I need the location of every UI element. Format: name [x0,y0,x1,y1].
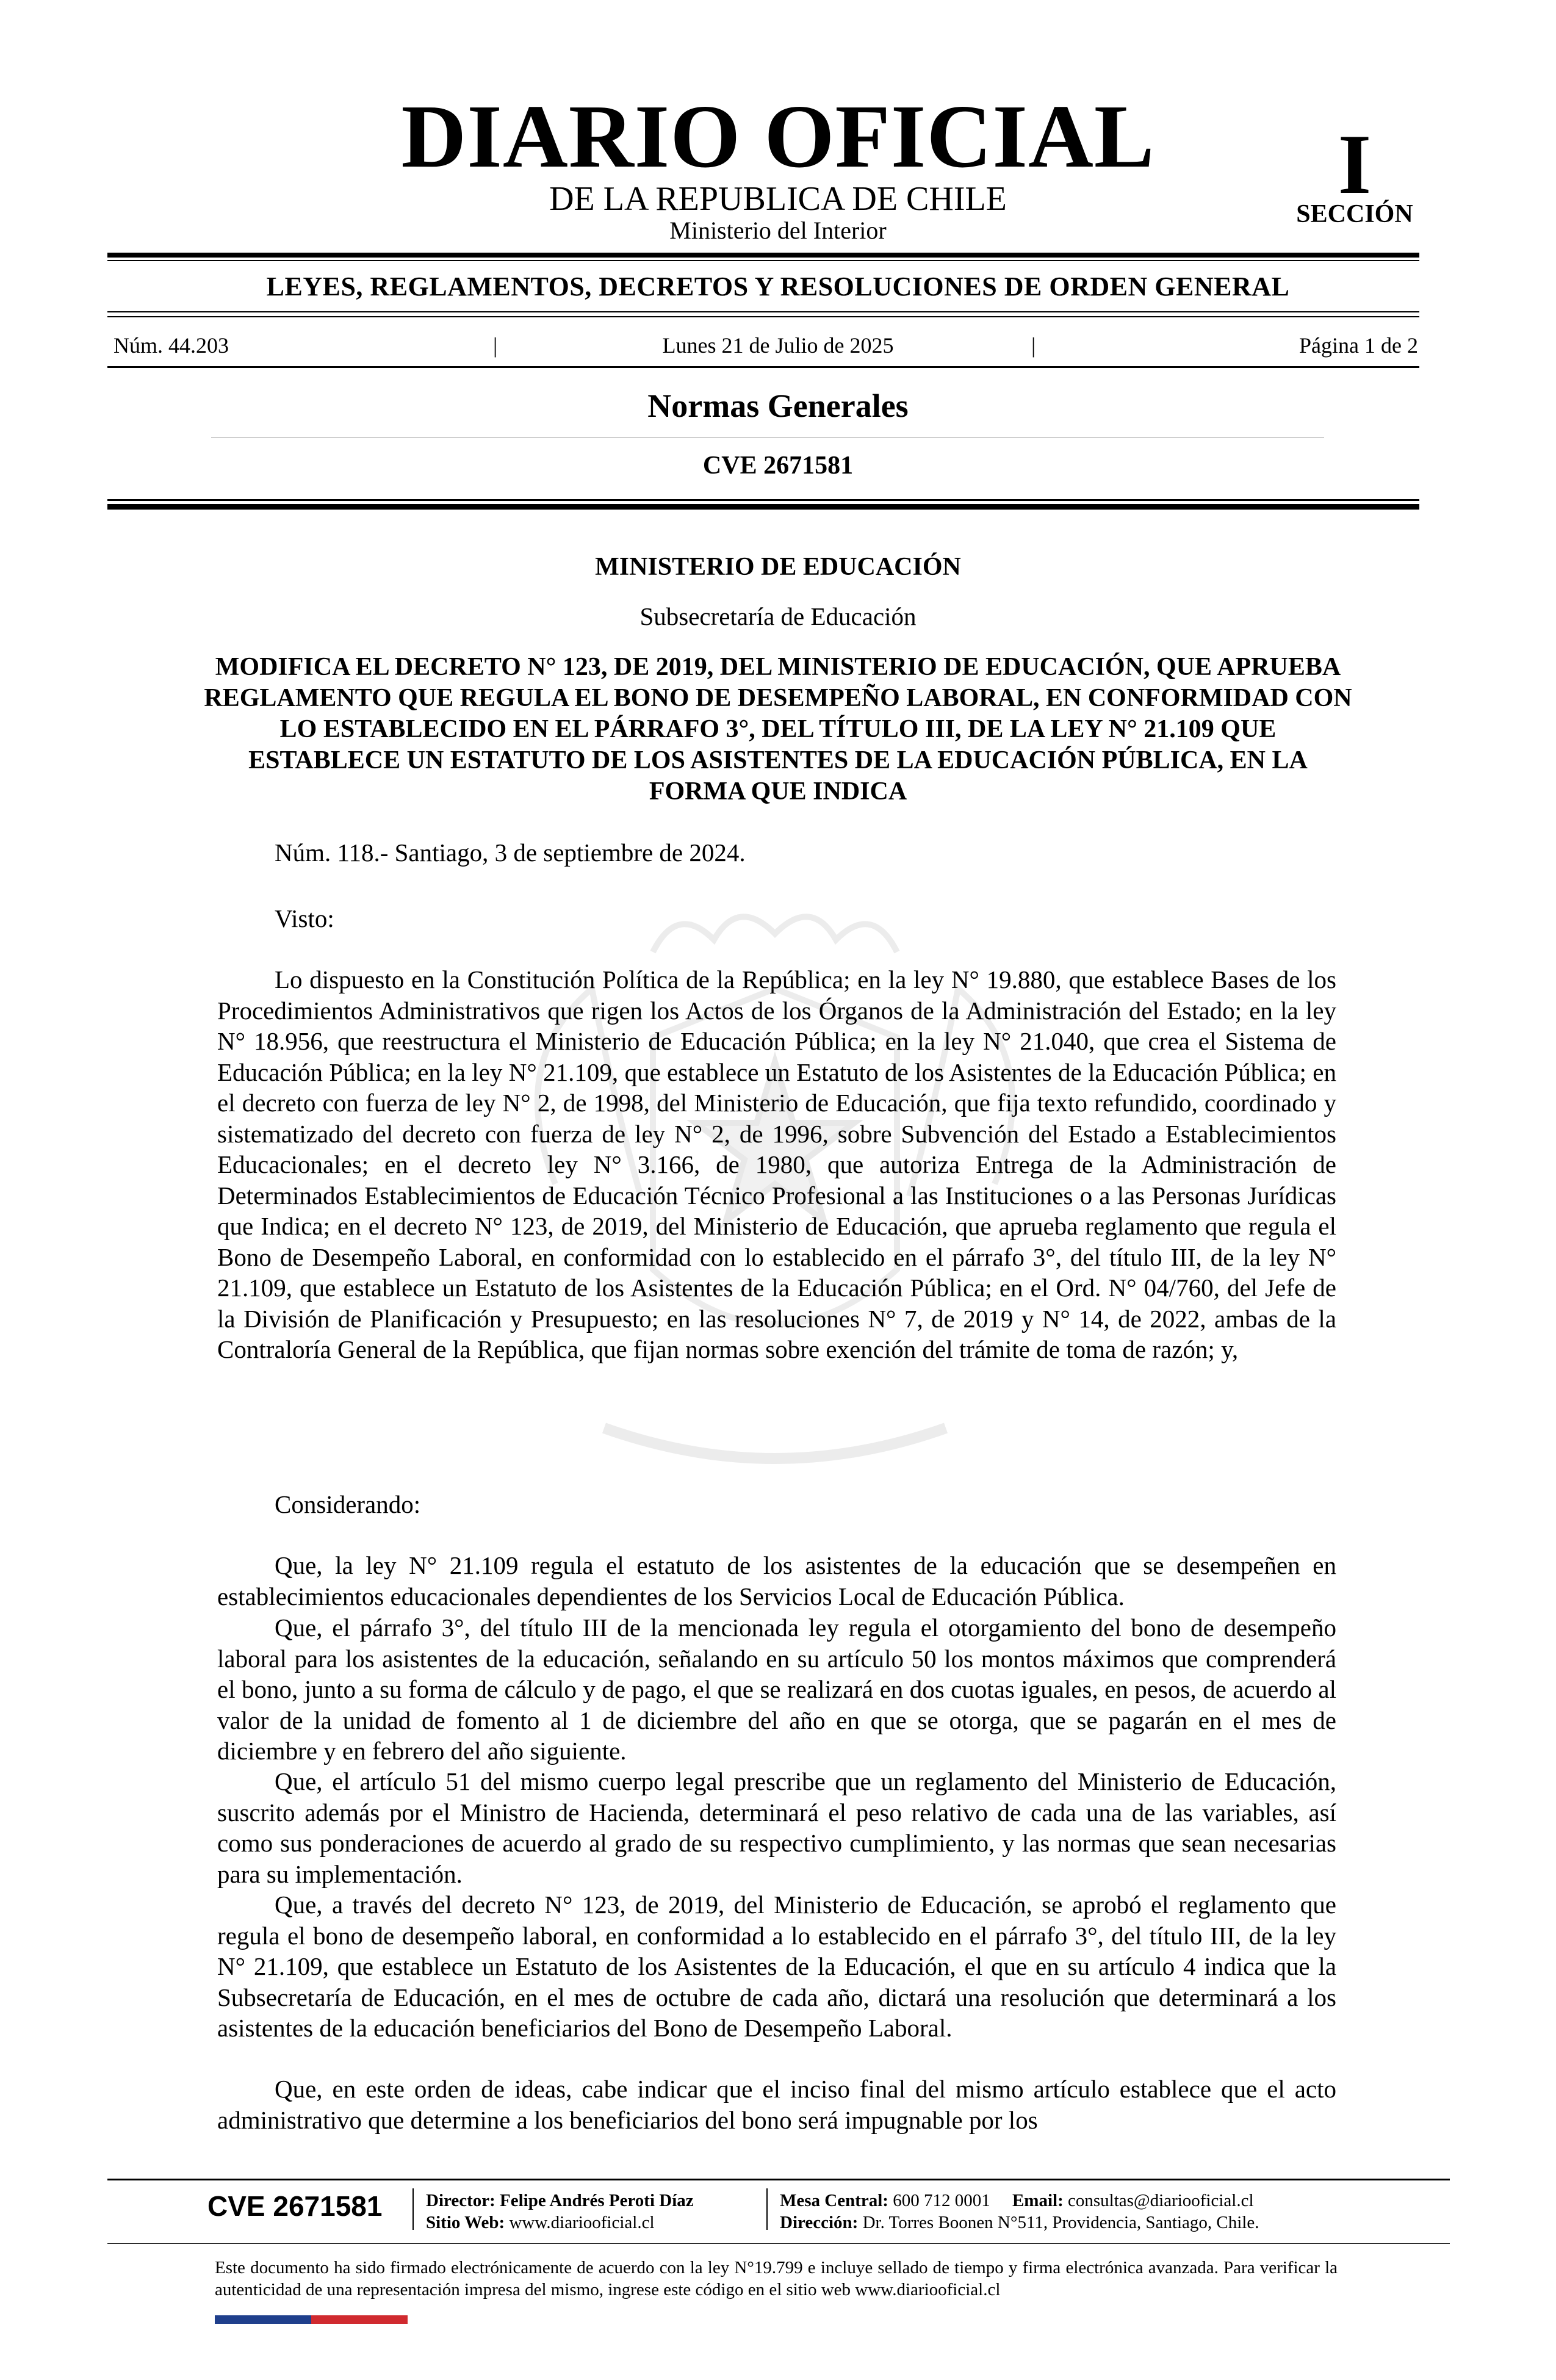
section-heading: Normas Generales [647,388,909,424]
issue-date: Lunes 21 de Julio de 2025 [662,333,894,358]
considerando-paragraph: Que, en este orden de ideas, cabe indicar que el inciso final del mismo artículo establece que el acto administrativo que determine a los beneficiarios del bono será impugnable por los [217,2075,1336,2134]
issue-separator: | [1031,333,1036,358]
footer-website [426,2212,655,2234]
website-link[interactable]: www.diariooficial.cl [509,2213,655,2232]
flag-red-segment [311,2315,408,2324]
footer-cve: CVE 2671581 [207,2190,383,2222]
director-value: Felipe Andrés Peroti Díaz [500,2191,694,2210]
issue-number: Núm. 44.203 [113,333,229,358]
issue-rule [107,366,1419,368]
footer-address [780,2212,1259,2234]
email-label: Email: [1012,2191,1064,2210]
director-label: Director: [426,2191,495,2210]
mesa-central-value: 600 712 0001 [893,2191,990,2210]
decree-number-line: Núm. 118.- Santiago, 3 de septiembre de 2024. [275,838,746,867]
considerando-paragraph: Que, el artículo 51 del mismo cuerpo legal prescribe que un reglamento del Ministerio de Educación, suscrito además por el Ministro de Hacienda, determinará el peso relativo de cada una de las variables, así como sus ponderaciones de acuerdo al grado de su respectivo cumplimiento, y las normas que sean necesarias para su implementación. [217,1767,1336,1888]
masthead-title: DIARIO OFICIAL [401,87,1155,187]
email-link[interactable]: consultas@diariooficial.cl [1068,2191,1254,2210]
mesa-central-label: Mesa Central: [780,2191,888,2210]
section-numeral: I [1338,117,1372,212]
considerando-paragraph: Que, a través del decreto N° 123, de 2019, del Ministerio de Educación, se aprobó el reglamento que regula el bono de desempeño laboral, en conformidad a lo establecido en el párrafo 3°, del título III, de la ley N° 21.109, que establece un Estatuto de los Asistentes de la Educación, el que en su artículo 4 indica que la Subsecretaría de Educación, en el mes de octubre de cada año, dictará una resolución que determinará a los asistentes de la educación beneficiarios del Bono de Desempeño Laboral. [217,1891,1336,2042]
footer-rule-thin [107,2243,1450,2244]
section-label: SECCIÓN [1296,200,1413,228]
considerando-label: Considerando: [275,1490,421,1518]
masthead-ministry: Ministerio del Interior [669,217,887,244]
website-label: Sitio Web: [426,2213,505,2232]
section-heading-rule [211,437,1324,438]
cve-rule [107,499,1419,501]
issue-separator: | [493,333,498,358]
masthead-subtitle: DE LA REPUBLICA DE CHILE [549,180,1007,218]
considerando-paragraph: Que, el párrafo 3°, del título III de la mencionada ley regula el otorgamiento del bono de desempeño laboral para los asistentes de la educación, señalando en su artículo 50 los montos máximos que comprenderá el bono, junto a su forma de cálculo y de pago, el que se realizará en dos cuotas iguales, en pesos, de acuerdo al valor de la unidad de fomento al 1 de diciembre del año en que se otorga, que se pagarán en el mes de diciembre y en febrero del año siguiente. [217,1614,1336,1765]
direccion-label: Dirección: [780,2213,859,2232]
cve-heading: CVE 2671581 [702,452,854,480]
decree-title: MODIFICA EL DECRETO N° 123, DE 2019, DEL MINISTERIO DE EDUCACIÓN, QUE APRUEBA REGLAMENTO QUE REGULA EL BONO DE DESEMPEÑO LABORAL, EN CONFORMIDAD CON LO ESTABLECIDO EN EL PÁRRAFO 3°, DEL TÍTULO III, DE LA LEY N° 21.109 QUE ESTABLECE UN ESTATUTO DE LOS ASISTENTES DE LA EDUCACIÓN PÚBLICA, EN LA FORMA QUE INDICA [204,653,1352,806]
subsecretaria-heading: Subsecretaría de Educación [639,602,917,630]
visto-paragraph: Lo dispuesto en la Constitución Política de la República; en la ley N° 19.880, que establece Bases de los Procedimientos Administrativos que rigen los Actos de los Órganos de la Administración del Estado; en la ley N° 18.956, que reestructura el Ministerio de Educación Pública; en la ley N° 21.040, que crea el Sistema de Educación Pública; en la ley N° 21.109, que establece un Estatuto de los Asistentes de la Educación Pública; en el decreto con fuerza de ley N° 2, de 1998, del Ministerio de Educación, que fija texto refundido, coordinado y sistematizado del decreto con fuerza de ley N° 2, de 1996, sobre Subvención del Estado a Establecimientos Educacionales; en el decreto ley N° 3.166, de 1980, que autoriza Entrega de la Administración de Determinados Establecimientos de Educación Técnico Profesional a las Instituciones o a las Personas Jurídicas que Indica; en el decreto N° 123, de 2019, del Ministerio de Educación, que aprueba reglamento que regula el Bono de Desempeño Laboral, en conformidad con lo establecido en el párrafo 3°, del título III, de la ley N° 21.109, que establece un Estatuto de los Asistentes de la Educación Pública; en el Ord. N° 04/760, del Jefe de la División de Planificación y Presupuesto; en las resoluciones N° 7, de 2019 y N° 14, de 2022, ambas de la Contraloría General de la República, que fijan normas sobre exención del trámite de toma de razón; y, [217,965,1336,1363]
footer-contact [780,2190,1254,2212]
masthead-rule-thin [107,260,1419,261]
footer-rule [107,2179,1450,2180]
footer-director [426,2190,694,2212]
flag-blue-segment [215,2315,311,2324]
laws-rule-thin [107,316,1419,317]
considerando-paragraph: Que, la ley N° 21.109 regula el estatuto de los asistentes de la educación que se desempeñen en establecimientos educacionales dependientes de los Servicios Local de Educación Pública. [217,1551,1336,1610]
visto-label: Visto: [275,904,334,932]
issue-page: Página 1 de 2 [1299,333,1418,358]
laws-heading: LEYES, REGLAMENTOS, DECRETOS Y RESOLUCIONES DE ORDEN GENERAL [266,272,1290,301]
footer-divider [766,2188,768,2230]
laws-rule [107,311,1419,312]
direccion-value: Dr. Torres Boonen N°511, Providencia, Santiago, Chile. [862,2213,1259,2232]
footer-signature-note: Este documento ha sido firmado electrónicamente de acuerdo con la ley N°19.799 e incluye sellado de tiempo y firma electrónica avanzada. Para verificar la autenticidad de una representación impresa del mismo, ingrese este código en el sitio web www.diariooficial.cl [215,2258,1338,2299]
footer-divider [412,2188,414,2230]
cve-rule-thick [107,504,1419,510]
masthead-rule [107,253,1419,258]
ministry-heading: MINISTERIO DE EDUCACIÓN [595,553,961,581]
flag-color-bar [215,2315,408,2324]
